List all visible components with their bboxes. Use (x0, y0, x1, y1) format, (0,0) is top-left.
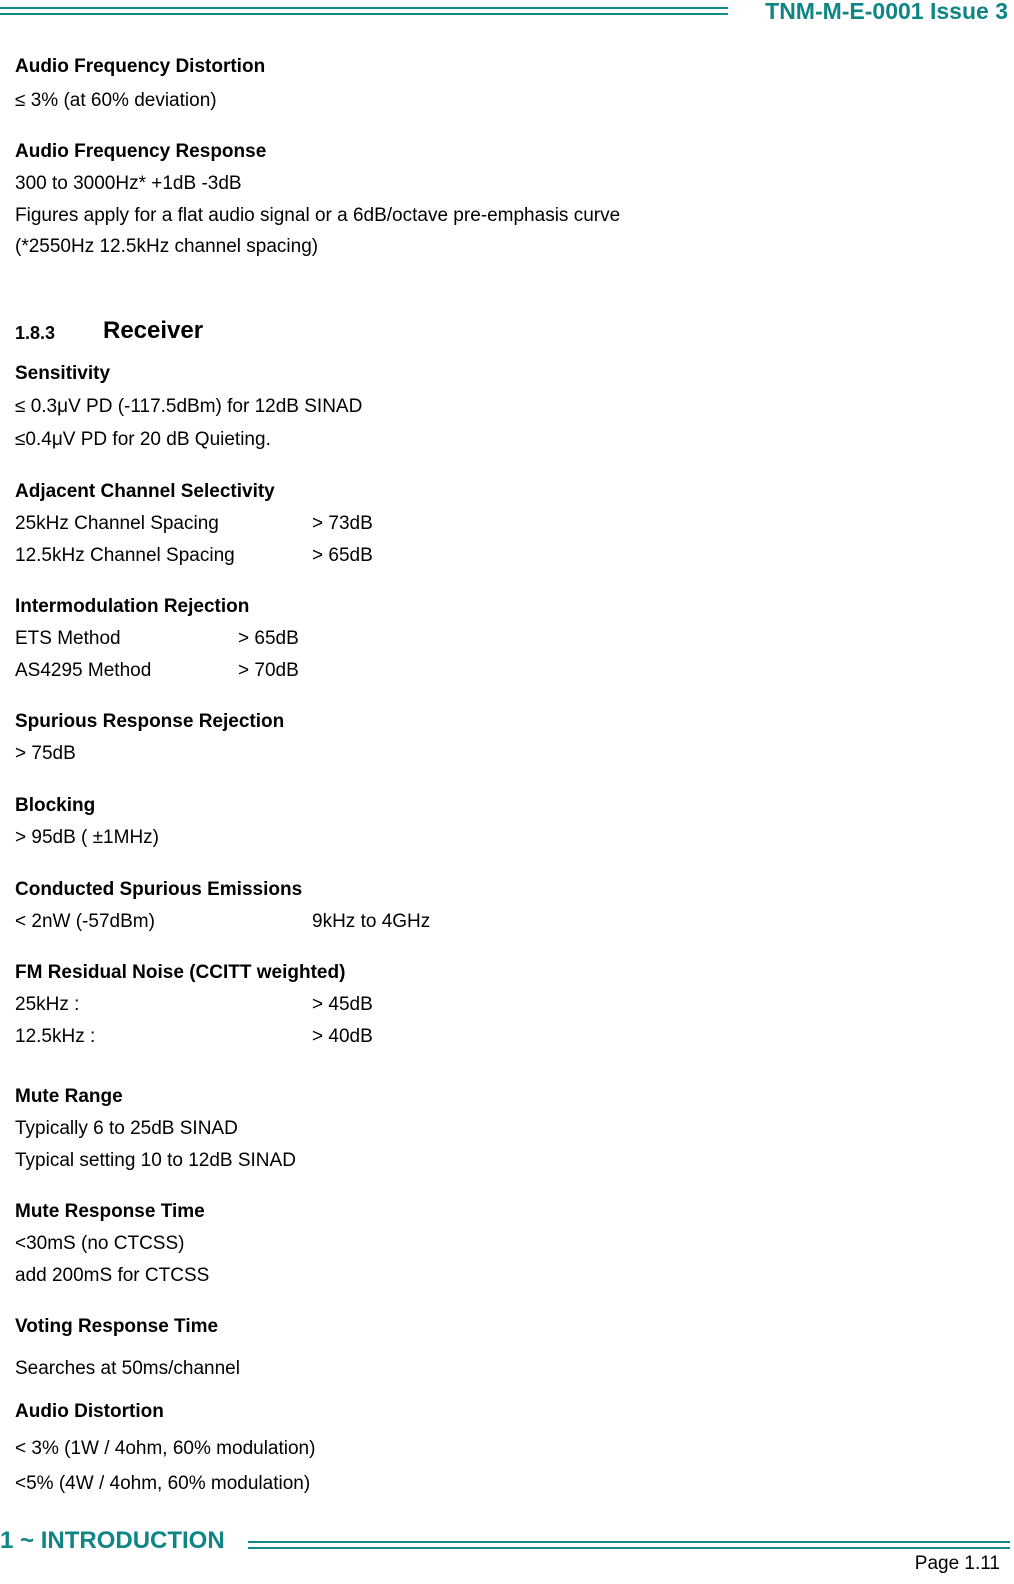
footer-rule (248, 1541, 1010, 1550)
fmrn-heading: FM Residual Noise (CCITT weighted) (15, 962, 346, 983)
acs-row-label: 12.5kHz Channel Spacing (15, 545, 235, 566)
mute-range-line-1: Typically 6 to 25dB SINAD (15, 1118, 238, 1139)
afr-line-3: (*2550Hz 12.5kHz channel spacing) (15, 236, 319, 257)
sensitivity-line-1: ≤ 0.3μV PD (-117.5dBm) for 12dB SINAD (15, 396, 363, 417)
afr-heading: Audio Frequency Response (15, 141, 267, 162)
fmrn-row-value: > 45dB (312, 994, 373, 1015)
acs-heading: Adjacent Channel Selectivity (15, 481, 275, 502)
mute-range-heading: Mute Range (15, 1086, 123, 1107)
header-rule (0, 7, 728, 16)
mute-time-line-1: <30mS (no CTCSS) (15, 1233, 185, 1254)
sensitivity-line-2: ≤0.4μV PD for 20 dB Quieting. (15, 429, 271, 450)
voting-heading: Voting Response Time (15, 1316, 219, 1337)
afr-line-1: 300 to 3000Hz* +1dB -3dB (15, 173, 242, 194)
cse-heading: Conducted Spurious Emissions (15, 879, 303, 900)
imr-row-value: > 70dB (238, 660, 299, 681)
blocking-line-1: > 95dB ( ±1MHz) (15, 827, 160, 848)
acs-row-label: 25kHz Channel Spacing (15, 513, 219, 534)
footer-section-title: 1 ~ INTRODUCTION (0, 1527, 225, 1554)
voting-line-1: Searches at 50ms/channel (15, 1358, 240, 1379)
sensitivity-heading: Sensitivity (15, 363, 111, 384)
section-number: 1.8.3 (15, 323, 56, 343)
imr-row-label: ETS Method (15, 628, 121, 649)
cse-row-label: < 2nW (-57dBm) (15, 911, 155, 932)
afd-heading: Audio Frequency Distortion (15, 56, 266, 77)
imr-row-value: > 65dB (238, 628, 299, 649)
imr-heading: Intermodulation Rejection (15, 596, 250, 617)
audio-distortion-line-1: < 3% (1W / 4ohm, 60% modulation) (15, 1438, 316, 1459)
cse-row-value: 9kHz to 4GHz (312, 911, 431, 932)
srr-heading: Spurious Response Rejection (15, 711, 285, 732)
page-number: Page 1.11 (914, 1553, 1000, 1574)
acs-row-value: > 73dB (312, 513, 373, 534)
document-id: TNM-M-E-0001 Issue 3 (765, 0, 1008, 24)
mute-time-line-2: add 200mS for CTCSS (15, 1265, 210, 1286)
mute-time-heading: Mute Response Time (15, 1201, 205, 1222)
blocking-heading: Blocking (15, 795, 96, 816)
afr-line-2: Figures apply for a flat audio signal or a 6dB/octave pre-emphasis curve (15, 205, 621, 226)
section-title: Receiver (103, 317, 204, 344)
fmrn-row-label: 12.5kHz : (15, 1026, 96, 1047)
fmrn-row-label: 25kHz : (15, 994, 80, 1015)
acs-row-value: > 65dB (312, 545, 373, 566)
afd-line-1: ≤ 3% (at 60% deviation) (15, 90, 217, 111)
audio-distortion-heading: Audio Distortion (15, 1401, 164, 1422)
imr-row-label: AS4295 Method (15, 660, 152, 681)
audio-distortion-line-2: <5% (4W / 4ohm, 60% modulation) (15, 1473, 311, 1494)
srr-line-1: > 75dB (15, 743, 76, 764)
fmrn-row-value: > 40dB (312, 1026, 373, 1047)
mute-range-line-2: Typical setting 10 to 12dB SINAD (15, 1150, 296, 1171)
